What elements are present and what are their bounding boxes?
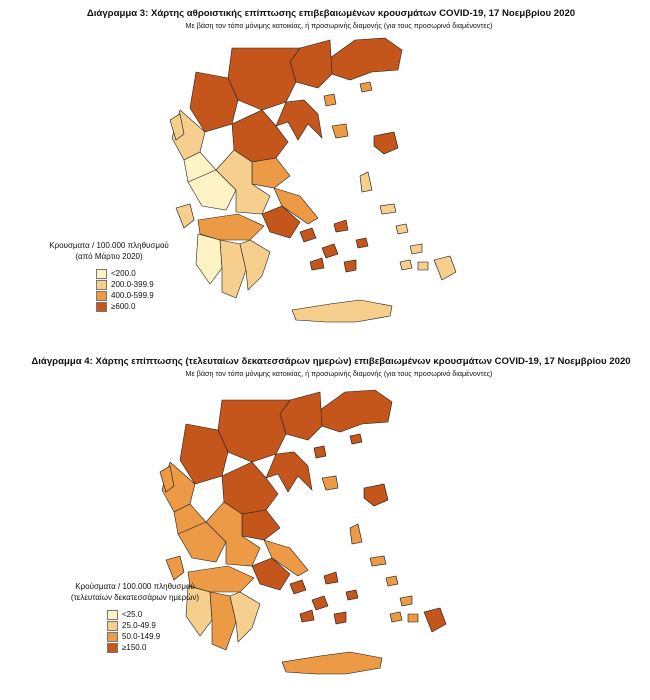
legend-swatch — [107, 643, 118, 653]
map-title: Διάγραμμα 4: Χάρτης επίπτωσης (τελευταίων δεκατεσσάρων ημερών) επιβεβαιωμένων κρουσμάτων COVID-19, 17 Νοεμβρίου 2020 — [31, 356, 631, 367]
region-east-mac — [280, 392, 322, 440]
legend-label: 50.0-149.9 — [122, 632, 161, 641]
legend-label: 400.0-599.9 — [111, 291, 154, 300]
map-subtitle: Με βάση τον τόπο μόνιμης κατοικίας, ή προσωρινής διαμονής (για τους προσωρινά διαμένοντες) — [185, 21, 493, 30]
legend-swatch — [107, 610, 118, 620]
legend-swatch — [107, 632, 118, 642]
region-thasos — [324, 94, 336, 106]
region-dodecanese — [386, 576, 418, 622]
region-limnos — [332, 124, 348, 138]
region-thessaly-south — [252, 158, 290, 188]
region-lesvos — [364, 484, 388, 506]
legend-title-line2: (από Μάρτιο 2020) — [75, 252, 143, 261]
legend-item — [107, 631, 215, 642]
legend-swatch — [96, 269, 107, 279]
region-rhodes — [434, 256, 456, 280]
legend-title-line1: Κρούσματα / 100.000 πληθυσμού — [75, 582, 195, 591]
region-ionian-south — [166, 556, 184, 580]
legend-label: <25.0 — [122, 610, 143, 619]
legend-item — [107, 620, 215, 631]
region-thrace — [320, 390, 392, 432]
region-chios — [360, 172, 372, 192]
legend-label: <200.0 — [111, 269, 136, 278]
legend-title — [55, 581, 215, 603]
legend-swatch — [96, 280, 107, 290]
map-panel-14day — [0, 350, 650, 700]
region-thessaly-south — [242, 510, 280, 540]
region-cyclades — [300, 220, 368, 272]
map-legend — [44, 240, 174, 312]
region-crete — [282, 652, 382, 674]
region-east-mac — [290, 40, 332, 88]
legend-swatch — [107, 621, 118, 631]
legend-swatch — [96, 291, 107, 301]
legend-item — [96, 279, 174, 290]
region-central-mac — [218, 400, 290, 462]
region-ionian-south — [176, 204, 194, 228]
map-subtitle: Με βάση τον τόπο μόνιμης κατοικίας, ή προσωρινής διαμονής (για τους προσωρινά διαμένοντες) — [185, 369, 493, 378]
legend-label: 200.0-399.9 — [111, 280, 154, 289]
legend-item — [107, 609, 215, 620]
region-dodecanese — [396, 224, 428, 270]
region-chalkidiki — [276, 100, 322, 140]
region-thasos — [314, 446, 326, 458]
region-samos — [380, 204, 396, 214]
region-thrace — [330, 38, 402, 80]
region-chalkidiki — [266, 452, 312, 492]
legend-title-line2: (τελευταίων δεκατεσσάρων ημερών) — [70, 593, 200, 602]
region-peloponnese-west — [196, 234, 222, 284]
region-lesvos — [374, 132, 398, 154]
legend-item — [96, 290, 174, 301]
region-cyclades — [290, 572, 358, 624]
region-crete — [292, 300, 392, 322]
map-legend — [55, 581, 215, 653]
region-chios — [350, 524, 362, 544]
legend-label: ≥150.0 — [122, 643, 147, 652]
legend-label: ≥600.0 — [111, 302, 136, 311]
region-central-mac — [228, 48, 300, 110]
region-limnos — [322, 476, 338, 490]
legend-item — [107, 642, 215, 653]
region-rhodes — [424, 608, 446, 632]
region-samothrace — [350, 434, 362, 444]
legend-item — [96, 268, 174, 279]
region-peloponnese-north — [198, 214, 264, 240]
legend-item — [96, 301, 174, 312]
legend-title-line1: Κρουσματα / 100.000 πληθυσμού — [49, 241, 169, 250]
legend-title — [44, 240, 174, 262]
map-title: Διάγραμμα 3: Χάρτης αθροιστικής επίπτωσης επιβεβαιωμένων κρουσμάτων COVID-19, 17 Νοεμβρίου 2020 — [86, 8, 576, 19]
region-samos — [370, 556, 386, 566]
legend-label: 25.0-49.9 — [122, 621, 156, 630]
legend-swatch — [96, 302, 107, 312]
region-samothrace — [360, 82, 372, 92]
map-panel-cumulative — [0, 0, 650, 348]
